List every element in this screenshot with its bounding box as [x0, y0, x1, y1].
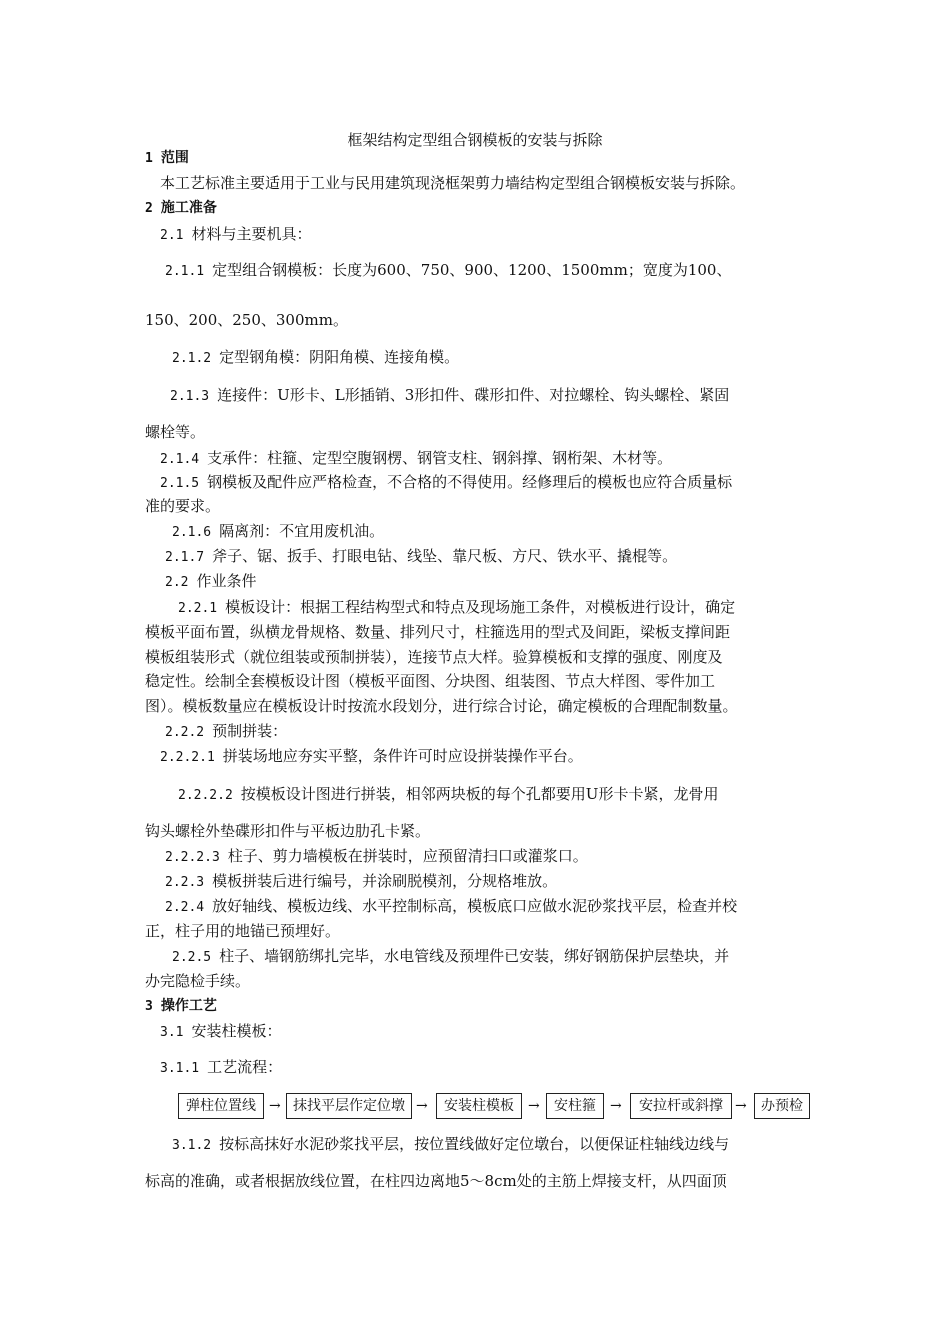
- flow-step-1: 弹柱位置线: [178, 1093, 264, 1119]
- item-2-2-2: 2.2.2 预制拼装：: [165, 722, 288, 740]
- item-2-2-5: 2.2.5 柱子、墙钢筋绑扎完毕，水电管线及预埋件已安装，绑好钢筋保护层垫块，并: [172, 947, 730, 965]
- paragraph-line: 稳定性。绘制全套模板设计图（模板平面图、分块图、组装图、节点大样图、零件加工: [145, 672, 716, 690]
- flow-arrow: →: [610, 1098, 622, 1114]
- flow-arrow: →: [269, 1098, 281, 1114]
- item-2-2-4: 2.2.4 放好轴线、模板边线、水平控制标高，模板底口应做水泥砂浆找平层，检查并校: [165, 897, 738, 915]
- item-2-1-2: 2.1.2 定型钢角模：阴阳角模、连接角模。: [172, 348, 460, 366]
- item-2-1-4: 2.1.4 支承件：柱箍、定型空腹钢楞、钢管支柱、钢斜撑、钢桁架、木材等。: [160, 449, 673, 467]
- item-2-2-3: 2.2.3 模板拼装后进行编号，并涂刷脱模剂，分规格堆放。: [165, 872, 558, 890]
- item-2-2-2-3: 2.2.2.3 柱子、剪力墙模板在拼装时，应预留清扫口或灌浆口。: [165, 847, 588, 865]
- flow-step-2: 抹找平层作定位墩: [286, 1093, 412, 1119]
- flow-step-4: 安柱箍: [546, 1093, 604, 1119]
- paragraph-line: 螺栓等。: [145, 423, 206, 441]
- flow-arrow: →: [528, 1098, 540, 1114]
- item-2-1-5: 2.1.5 钢模板及配件应严格检查，不合格的不得使用。经修理后的模板也应符合质量标: [160, 473, 733, 491]
- paragraph-line: 模板平面布置，纵横龙骨规格、数量、排列尺寸，柱箍选用的型式及间距，梁板支撑间距: [145, 623, 731, 641]
- paragraph-line: 办完隐检手续。: [145, 972, 251, 990]
- section-heading-1: 1 范围: [145, 150, 189, 166]
- subsection-3-1: 3.1 安装柱模板：: [160, 1022, 282, 1040]
- item-2-2-1: 2.2.1 模板设计：根据工程结构型式和特点及现场施工条件，对模板进行设计，确定: [178, 598, 736, 616]
- item-2-1-3: 2.1.3 连接件：U形卡、L形插销、3形扣件、碟形扣件、对拉螺栓、钩头螺栓、紧固: [170, 386, 730, 404]
- subsection-2-1: 2.1 材料与主要机具：: [160, 225, 312, 243]
- item-2-1-7: 2.1.7 斧子、锯、扳手、打眼电钻、线坠、靠尺板、方尺、铁水平、撬棍等。: [165, 547, 678, 565]
- flow-step-3: 安装柱模板: [436, 1093, 522, 1119]
- document-title: 框架结构定型组合钢模板的安装与拆除: [347, 131, 603, 149]
- item-2-1-6: 2.1.6 隔离剂：不宜用废机油。: [172, 522, 385, 540]
- flow-arrow: →: [416, 1098, 428, 1114]
- paragraph-line: 图）。模板数量应在模板设计时按流水段划分，进行综合讨论，确定模板的合理配制数量。: [145, 697, 738, 715]
- item-3-1-2: 3.1.2 按标高抹好水泥砂浆找平层，按位置线做好定位墩台，以便保证柱轴线边线与: [172, 1135, 730, 1153]
- subsection-2-2: 2.2 作业条件: [165, 572, 257, 590]
- item-2-2-2-1: 2.2.2.1 拼装场地应夯实平整，条件许可时应设拼装操作平台。: [160, 747, 583, 765]
- section-heading-2: 2 施工准备: [145, 200, 217, 216]
- paragraph-line: 本工艺标准主要适用于工业与民用建筑现浇框架剪力墙结构定型组合钢模板安装与拆除。: [160, 174, 746, 192]
- paragraph-line: 模板组装形式（就位组装或预制拼装），连接节点大样。验算模板和支撑的强度、刚度及: [145, 648, 723, 666]
- item-2-2-2-2: 2.2.2.2 按模板设计图进行拼装，相邻两块板的每个孔都要用U形卡卡紧，龙骨用: [178, 785, 719, 803]
- flow-step-6: 办预检: [754, 1093, 810, 1119]
- paragraph-line: 钩头螺栓外垫碟形扣件与平板边肋孔卡紧。: [145, 822, 431, 840]
- item-2-1-1: 2.1.1 定型组合钢模板：长度为600、750、900、1200、1500mm；宽度为100、: [165, 261, 732, 279]
- item-3-1-1: 3.1.1 工艺流程：: [160, 1058, 283, 1076]
- flow-arrow: →: [735, 1098, 747, 1114]
- paragraph-line: 标高的准确，或者根据放线位置，在柱四边离地5～8cm处的主筋上焊接支杆，从四面顶: [145, 1172, 727, 1190]
- paragraph-line: 150、200、250、300mm。: [145, 311, 348, 329]
- flow-step-5: 安拉杆或斜撑: [630, 1093, 732, 1119]
- paragraph-line: 正，柱子用的地锚已预埋好。: [145, 922, 341, 940]
- paragraph-line: 准的要求。: [145, 497, 221, 515]
- section-heading-3: 3 操作工艺: [145, 998, 217, 1014]
